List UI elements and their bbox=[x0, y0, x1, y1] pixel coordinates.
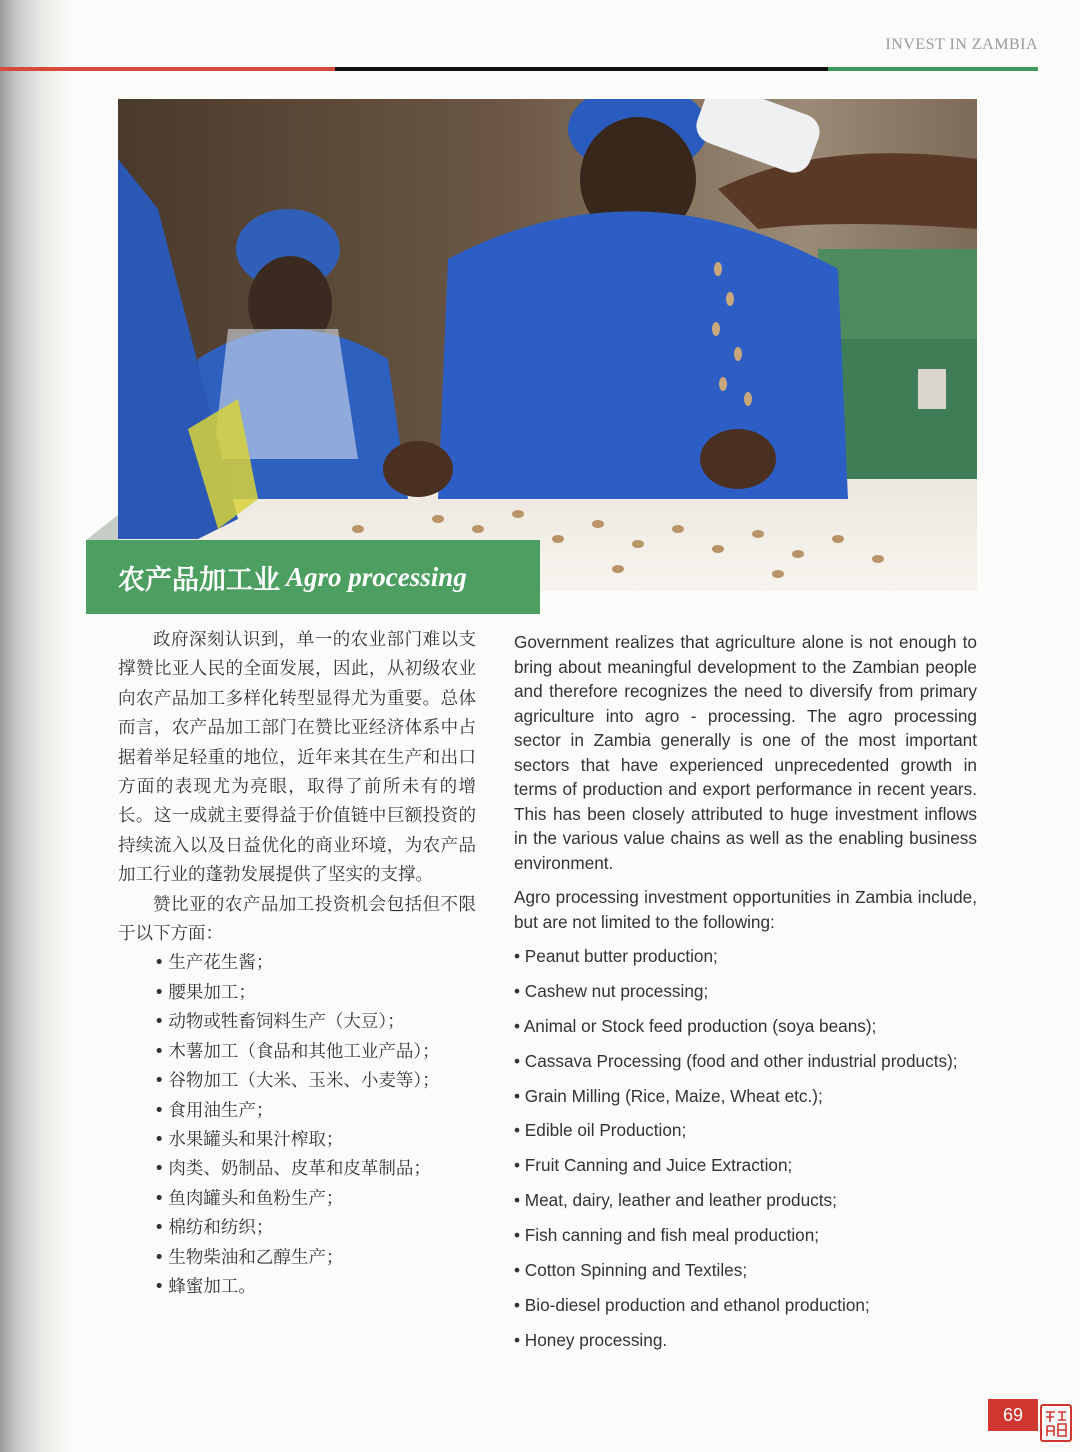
list-item: • 棉纺和纺织； bbox=[154, 1214, 476, 1243]
list-item: • 生产花生酱； bbox=[154, 949, 476, 978]
english-column bbox=[514, 630, 977, 1363]
list-item: • Cotton Spinning and Textiles; bbox=[514, 1258, 977, 1293]
list-item: • Cassava Processing (food and other industrial products); bbox=[514, 1049, 977, 1084]
header-rule-red bbox=[0, 67, 335, 71]
list-item: • Animal or Stock feed production (soya beans); bbox=[514, 1014, 977, 1049]
list-item: • Honey processing. bbox=[514, 1328, 977, 1363]
section-title-cn: 农产品加工业 bbox=[118, 564, 280, 595]
hero-photo bbox=[118, 99, 977, 591]
list-item: • 肉类、奶制品、皮革和皮革制品； bbox=[154, 1155, 476, 1184]
english-paragraph: Agro processing investment opportunities in Zambia include, but are not limited to the following: bbox=[514, 887, 977, 932]
list-item: • Edible oil Production; bbox=[514, 1118, 977, 1153]
list-item: • Meat, dairy, leather and leather products; bbox=[514, 1188, 977, 1223]
list-item: • 蜂蜜加工。 bbox=[154, 1273, 476, 1302]
list-item: • Grain Milling (Rice, Maize, Wheat etc.); bbox=[514, 1084, 977, 1119]
seal-stamp-icon bbox=[1040, 1404, 1072, 1442]
running-head: INVEST IN ZAMBIA bbox=[885, 36, 1038, 53]
page-binding-shadow bbox=[0, 0, 70, 1452]
list-item: • Cashew nut processing; bbox=[514, 979, 977, 1014]
chinese-column bbox=[118, 626, 476, 1302]
list-item: • 食用油生产； bbox=[154, 1097, 476, 1126]
section-title-en: Agro processing bbox=[286, 561, 467, 592]
section-title-banner bbox=[86, 540, 540, 614]
list-item: • 动物或牲畜饲料生产（大豆）； bbox=[154, 1008, 476, 1037]
list-item: • Fish canning and fish meal production; bbox=[514, 1223, 977, 1258]
header-rule-black bbox=[335, 67, 828, 71]
list-item: • 木薯加工（食品和其他工业产品）； bbox=[154, 1038, 476, 1067]
title-banner-notch bbox=[86, 515, 118, 540]
english-paragraph: Government realizes that agriculture alone is not enough to bring about meaningful development to the Zambian people and therefore recognizes the need to diversify from primary agriculture into agro - processing. The agro processing sector in Zambia generally is one of the most important sectors that have experienced unprecedented growth in terms of production and export performance in recent years. This has been closely attributed to huge investment inflows in the various value chains as well as the enabling business environment. bbox=[514, 632, 977, 873]
chinese-paragraph: 政府深刻认识到，单一的农业部门难以支撑赞比亚人民的全面发展，因此，从初级农业向农产品加工多样化转型显得尤为重要。总体而言，农产品加工部门在赞比亚经济体系中占据着举足轻重的地位，近年来其在生产和出口方面的表现尤为亮眼，取得了前所未有的增长。这一成就主要得益于价值链中巨额投资的持续流入以及日益优化的商业环境，为农产品加工行业的蓬勃发展提供了坚实的支撑。 bbox=[118, 630, 476, 886]
list-item: • Peanut butter production; bbox=[514, 944, 977, 979]
seal-stamp-glyph bbox=[1042, 1406, 1070, 1440]
list-item: • Bio-diesel production and ethanol production; bbox=[514, 1293, 977, 1328]
list-item: • 鱼肉罐头和鱼粉生产； bbox=[154, 1185, 476, 1214]
english-opportunity-list bbox=[514, 944, 977, 1363]
page-number: 69 bbox=[988, 1399, 1038, 1431]
list-item: • Fruit Canning and Juice Extraction; bbox=[514, 1153, 977, 1188]
list-item: • 谷物加工（大米、玉米、小麦等）； bbox=[154, 1067, 476, 1096]
list-item: • 水果罐头和果汁榨取； bbox=[154, 1126, 476, 1155]
cashew-sorting-photo-illustration bbox=[118, 99, 977, 591]
list-item: • 腰果加工； bbox=[154, 979, 476, 1008]
chinese-opportunity-list bbox=[118, 949, 476, 1302]
header-rule-green bbox=[828, 67, 1038, 71]
list-item: • 生物柴油和乙醇生产； bbox=[154, 1244, 476, 1273]
chinese-paragraph: 赞比亚的农产品加工投资机会包括但不限于以下方面： bbox=[118, 894, 476, 945]
